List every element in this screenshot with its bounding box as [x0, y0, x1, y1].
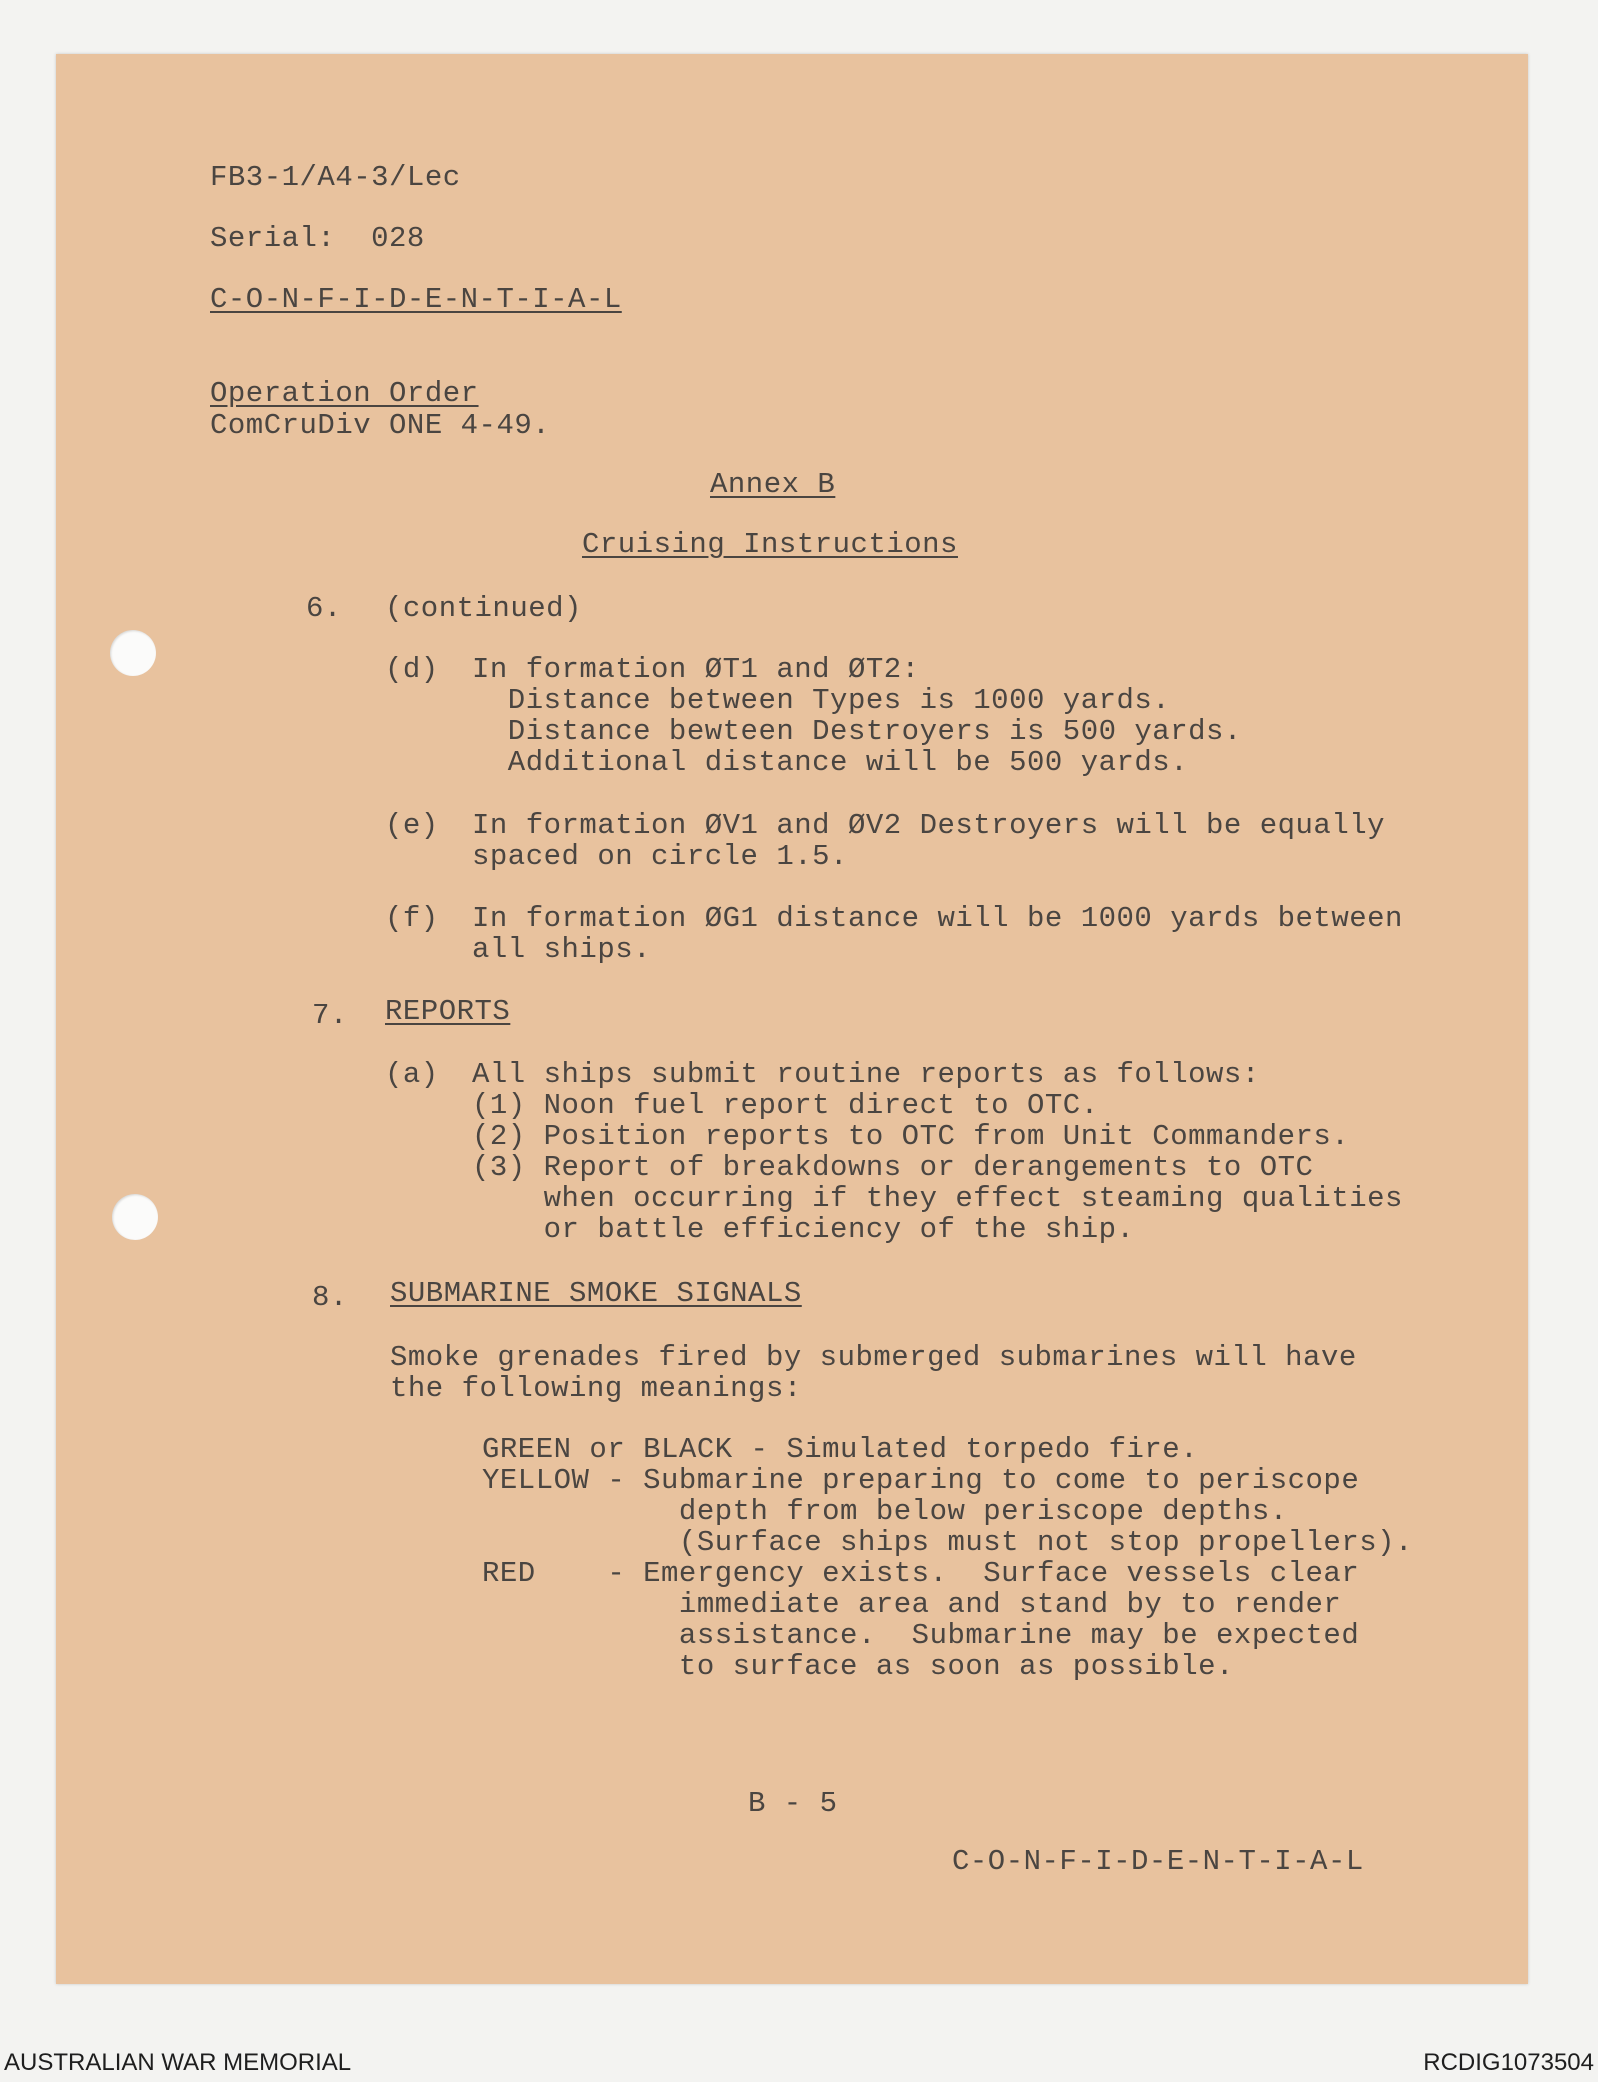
- archive-credit: AUSTRALIAN WAR MEMORIAL: [4, 2049, 352, 2076]
- signal-line: assistance. Submarine may be expected: [482, 1619, 1360, 1652]
- report-item: (2) Position reports to OTC from Unit Commanders.: [472, 1120, 1350, 1153]
- sub-f-line: all ships.: [472, 933, 652, 966]
- sub-e-letter: (e): [385, 809, 439, 842]
- signal-line: GREEN or BLACK - Simulated torpedo fire.: [482, 1433, 1199, 1466]
- sub-d-line: Distance bewteen Destroyers is 500 yards.: [472, 715, 1242, 748]
- sub-d-line: In formation ØT1 and ØT2:: [472, 653, 920, 686]
- para-8-number: 8.: [312, 1281, 348, 1314]
- para-8-intro: the following meanings:: [390, 1372, 802, 1405]
- sub-d-line: Distance between Types is 1000 yards.: [472, 684, 1171, 717]
- sub-d-line: Additional distance will be 500 yards.: [472, 746, 1189, 779]
- punch-hole: [110, 630, 156, 676]
- signal-line: depth from below periscope depths.: [482, 1495, 1288, 1528]
- report-item: (3) Report of breakdowns or derangements to OTC: [472, 1151, 1314, 1184]
- archive-id: RCDIG1073504: [1423, 2049, 1594, 2076]
- para-7-title: REPORTS: [385, 995, 511, 1028]
- classification-header: C-O-N-F-I-D-E-N-T-I-A-L: [210, 283, 622, 316]
- para-7-number: 7.: [312, 999, 348, 1032]
- serial-number: Serial: 028: [210, 222, 425, 255]
- report-item: or battle efficiency of the ship.: [472, 1213, 1135, 1246]
- para-8-title: SUBMARINE SMOKE SIGNALS: [390, 1277, 802, 1310]
- report-item: (1) Noon fuel report direct to OTC.: [472, 1089, 1099, 1122]
- sub-e-line: In formation ØV1 and ØV2 Destroyers will be equally: [472, 809, 1386, 842]
- order-title: Operation Order: [210, 377, 479, 410]
- file-reference: FB3-1/A4-3/Lec: [210, 161, 461, 194]
- classification-footer: C-O-N-F-I-D-E-N-T-I-A-L: [952, 1845, 1364, 1878]
- sub-d-letter: (d): [385, 653, 439, 686]
- signal-line: to surface as soon as possible.: [482, 1650, 1234, 1683]
- sub-e-line: spaced on circle 1.5.: [472, 840, 848, 873]
- report-item: when occurring if they effect steaming qualities: [472, 1182, 1403, 1215]
- signal-line: (Surface ships must not stop propellers).: [482, 1526, 1413, 1559]
- punch-hole: [112, 1194, 158, 1240]
- para-6-label: (continued): [385, 592, 582, 625]
- sub-f-line: In formation ØG1 distance will be 1000 yards between: [472, 902, 1403, 935]
- signal-line: YELLOW - Submarine preparing to come to periscope: [482, 1464, 1360, 1497]
- sub-a-letter: (a): [385, 1058, 439, 1091]
- order-id: ComCruDiv ONE 4-49.: [210, 409, 551, 442]
- para-6-number: 6.: [306, 592, 342, 625]
- signal-line: immediate area and stand by to render: [482, 1588, 1342, 1621]
- sub-f-letter: (f): [385, 902, 439, 935]
- para-8-intro: Smoke grenades fired by submerged submarines will have: [390, 1341, 1357, 1374]
- annex-title: Annex B: [710, 468, 836, 501]
- section-title: Cruising Instructions: [582, 528, 958, 561]
- page-number: B - 5: [748, 1787, 838, 1820]
- document-page: [56, 54, 1528, 1984]
- signal-line: RED - Emergency exists. Surface vessels clear: [482, 1557, 1360, 1590]
- sub-a-intro: All ships submit routine reports as follows:: [472, 1058, 1260, 1091]
